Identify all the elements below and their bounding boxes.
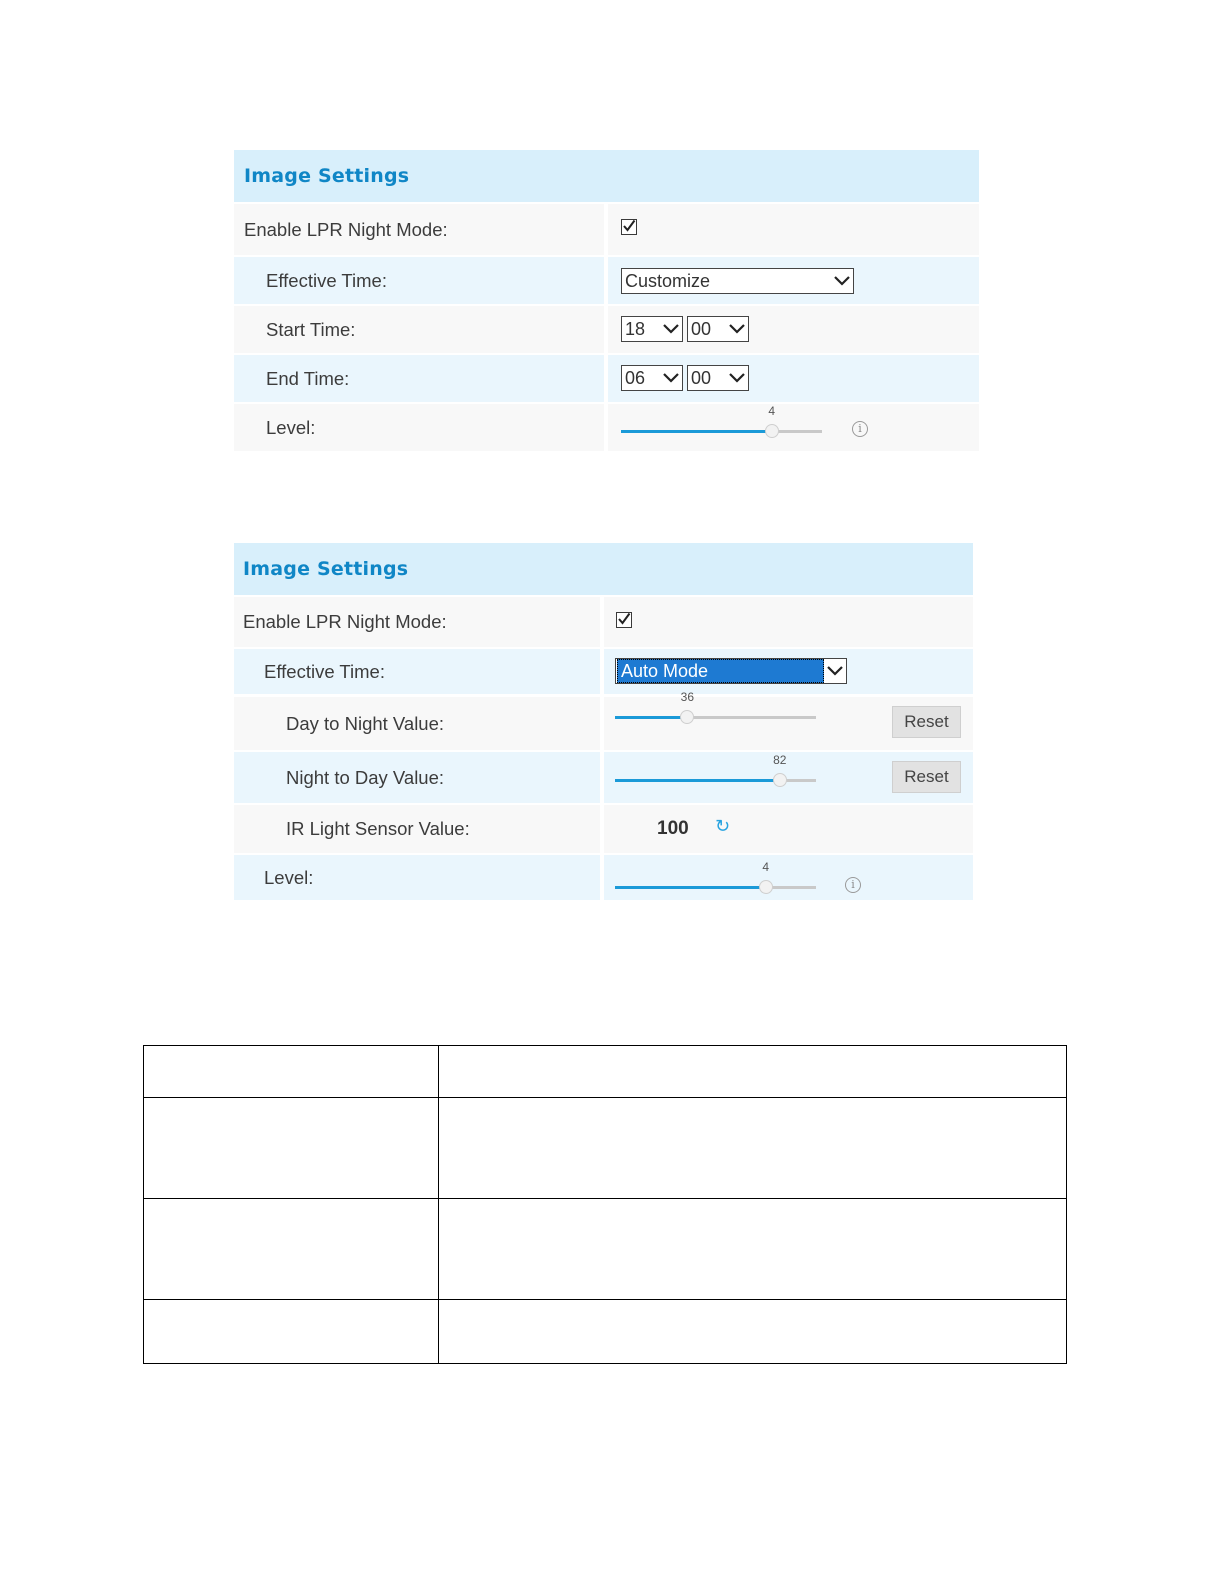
level-label: Level: — [234, 404, 604, 451]
check-icon — [617, 612, 631, 626]
row-level — [234, 404, 979, 451]
row-end-time — [234, 355, 979, 402]
start-hour-select[interactable] — [621, 316, 683, 342]
check-icon — [622, 219, 636, 233]
level-label: Level: — [234, 855, 600, 900]
level-slider-thumb[interactable] — [759, 880, 773, 894]
effective-time-label: Effective Time: — [234, 257, 604, 304]
level-slider-value: 4 — [762, 860, 770, 874]
table-cell — [439, 1098, 1067, 1199]
day-to-night-slider[interactable] — [615, 690, 816, 728]
start-hour-value: 18 — [625, 318, 646, 339]
end-hour-select[interactable] — [621, 365, 683, 391]
effective-time-label: Effective Time: — [234, 649, 600, 694]
row-start-time — [234, 306, 979, 353]
end-hour-value: 06 — [625, 367, 646, 388]
panel-title: Image Settings — [234, 150, 979, 202]
table-row — [144, 1098, 1067, 1199]
night-to-day-reset-button[interactable]: Reset — [892, 761, 961, 793]
table-cell — [144, 1199, 439, 1300]
level-slider[interactable] — [615, 860, 816, 898]
effective-time-select[interactable] — [615, 658, 847, 684]
table-cell — [439, 1046, 1067, 1098]
ir-sensor-value: 100 — [657, 818, 689, 839]
image-settings-panel-auto — [234, 543, 973, 900]
night-to-day-slider-value: 82 — [773, 753, 787, 767]
enable-lpr-label: Enable LPR Night Mode: — [234, 204, 604, 255]
row-enable-lpr — [234, 204, 979, 255]
row-day-to-night — [234, 690, 973, 750]
night-to-day-slider[interactable] — [615, 753, 816, 791]
info-icon[interactable]: i — [852, 421, 868, 437]
level-slider-fill — [615, 886, 766, 889]
row-effective-time — [234, 649, 973, 694]
table-row — [144, 1046, 1067, 1098]
chevron-down-icon — [726, 366, 748, 390]
table-cell — [439, 1199, 1067, 1300]
table-cell — [144, 1300, 439, 1364]
night-to-day-label: Night to Day Value: — [234, 752, 600, 803]
row-level — [234, 855, 973, 900]
image-settings-panel-customize — [234, 150, 979, 451]
table-row — [144, 1300, 1067, 1364]
level-slider-value: 4 — [768, 404, 776, 418]
level-slider-fill — [621, 430, 772, 433]
enable-lpr-checkbox[interactable] — [616, 612, 632, 628]
table-cell — [144, 1098, 439, 1199]
row-night-to-day — [234, 752, 973, 803]
row-effective-time — [234, 257, 979, 304]
level-slider-thumb[interactable] — [765, 424, 779, 438]
effective-time-value: Auto Mode — [617, 659, 824, 683]
chevron-down-icon — [660, 317, 682, 341]
info-icon[interactable]: i — [845, 877, 861, 893]
table-row — [144, 1199, 1067, 1300]
table-cell — [144, 1046, 439, 1098]
parameter-description-table — [143, 1045, 1067, 1364]
ir-sensor-label: IR Light Sensor Value: — [234, 805, 600, 853]
chevron-down-icon — [831, 269, 853, 293]
start-minute-value: 00 — [691, 318, 712, 339]
start-time-label: Start Time: — [234, 306, 604, 353]
night-to-day-slider-fill — [615, 779, 780, 782]
enable-lpr-checkbox[interactable] — [621, 219, 637, 235]
level-slider[interactable] — [621, 404, 822, 442]
refresh-icon[interactable]: ↻ — [715, 816, 731, 836]
table-cell — [439, 1300, 1067, 1364]
row-ir-light-sensor — [234, 805, 973, 853]
day-to-night-slider-thumb[interactable] — [680, 710, 694, 724]
panel-title: Image Settings — [234, 543, 973, 595]
start-minute-select[interactable] — [687, 316, 749, 342]
day-to-night-label: Day to Night Value: — [234, 697, 600, 750]
chevron-down-icon — [824, 659, 846, 683]
end-minute-select[interactable] — [687, 365, 749, 391]
night-to-day-slider-thumb[interactable] — [773, 773, 787, 787]
effective-time-value: Customize — [625, 270, 711, 291]
day-to-night-slider-value: 36 — [680, 690, 695, 704]
end-time-label: End Time: — [234, 355, 604, 402]
day-to-night-slider-fill — [615, 716, 687, 719]
chevron-down-icon — [726, 317, 748, 341]
chevron-down-icon — [660, 366, 682, 390]
end-minute-value: 00 — [691, 367, 712, 388]
day-to-night-reset-button[interactable]: Reset — [892, 706, 961, 738]
row-enable-lpr — [234, 597, 973, 647]
effective-time-select[interactable] — [621, 268, 854, 294]
enable-lpr-label: Enable LPR Night Mode: — [234, 597, 600, 647]
